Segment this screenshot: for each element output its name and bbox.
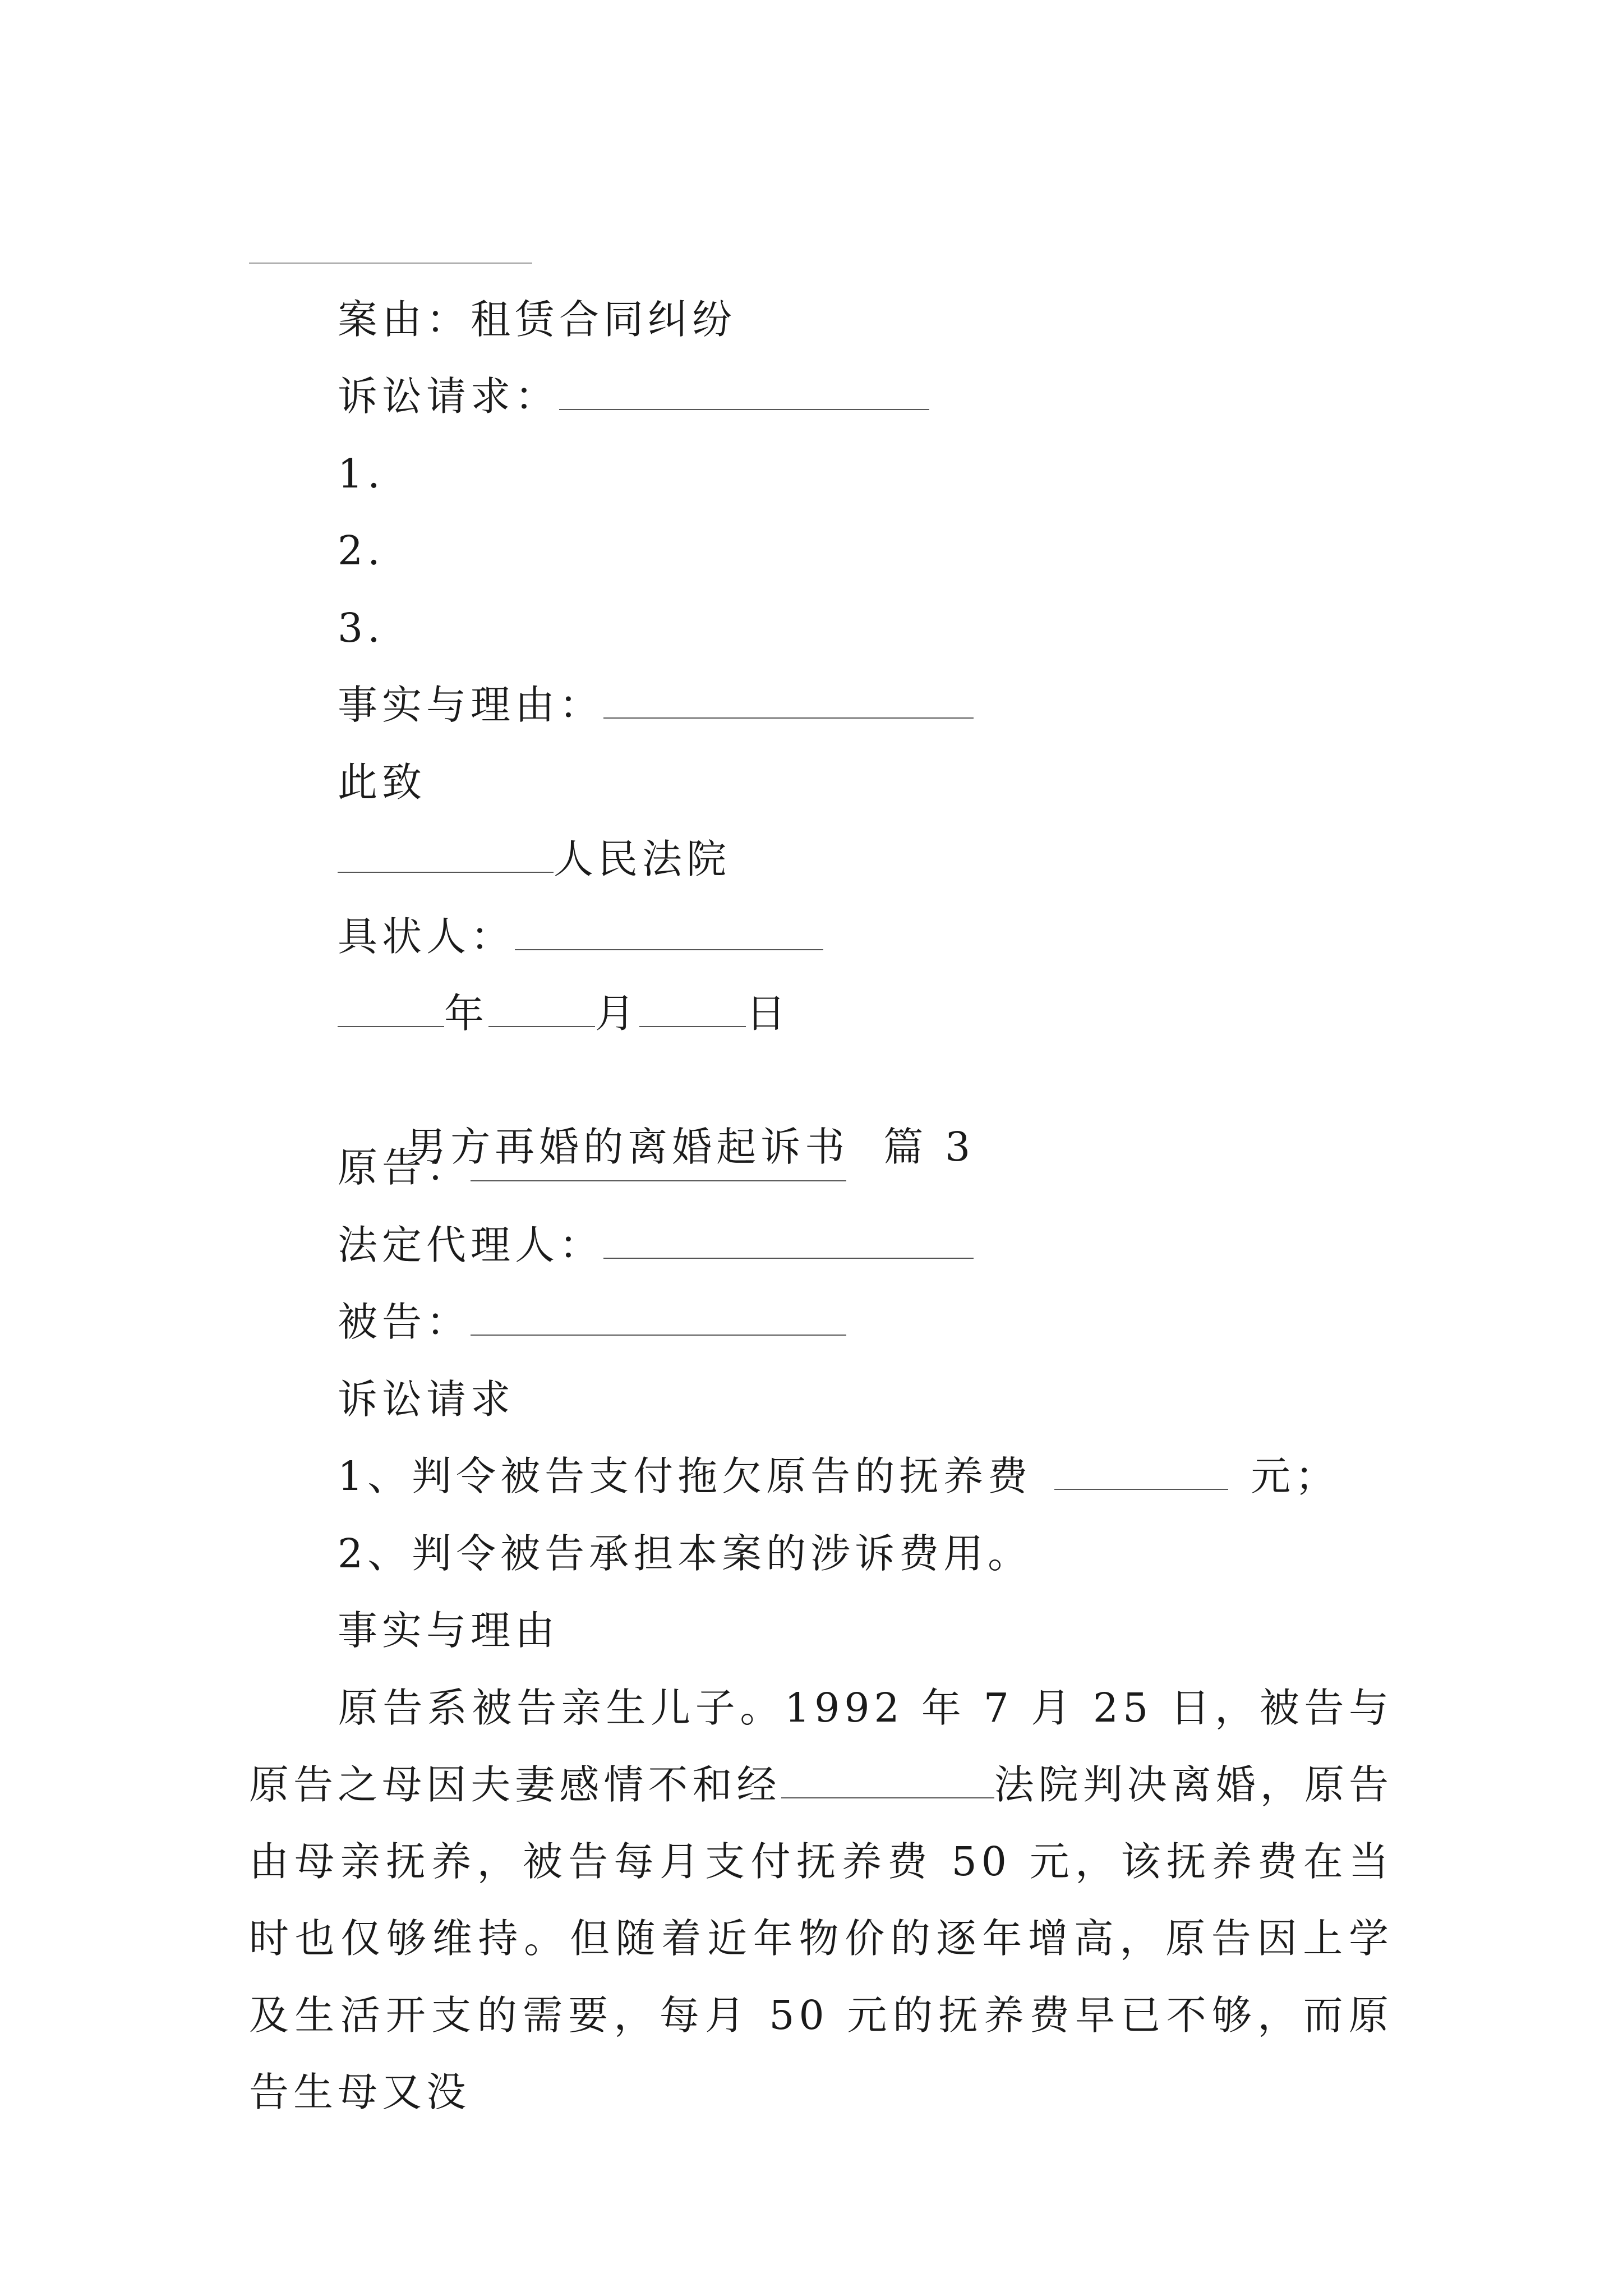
month-label: 月 xyxy=(595,990,640,1037)
signer-blank xyxy=(515,917,823,950)
claim-item-2-number: 2. xyxy=(338,527,385,574)
facts-heading-line xyxy=(338,1603,559,1659)
plaintiff-label: 原告： xyxy=(338,1144,471,1191)
defendant-label: 被告： xyxy=(338,1299,471,1345)
plaintiff-blank xyxy=(471,1148,846,1181)
paragraph-court-blank xyxy=(781,1763,994,1798)
claim1-amount-blank xyxy=(1054,1456,1228,1490)
case-cause-line xyxy=(338,292,736,348)
claim1-unit: 元； xyxy=(1251,1453,1340,1499)
claims-heading-line xyxy=(338,1372,515,1428)
signer-label: 具状人： xyxy=(338,913,515,960)
claim-item-2 xyxy=(338,523,385,579)
facts-label: 事实与理由： xyxy=(338,682,604,728)
month-blank xyxy=(488,993,595,1027)
claims-blank xyxy=(559,376,929,410)
court-line xyxy=(338,831,731,887)
claim2-text: 2、判令被告承担本案的涉诉费用。 xyxy=(338,1530,1032,1577)
claim1-text: 1、判令被告支付拖欠原告的抚养费 xyxy=(338,1453,1032,1499)
claim1-line xyxy=(338,1448,1339,1504)
claims-line xyxy=(338,369,929,425)
facts-heading: 事实与理由 xyxy=(338,1607,560,1654)
year-label: 年 xyxy=(444,990,489,1037)
plaintiff-line xyxy=(338,1140,846,1196)
agent-label: 法定代理人： xyxy=(338,1222,604,1268)
court-blank xyxy=(338,839,554,873)
salute-line xyxy=(338,754,426,811)
facts-line xyxy=(338,677,974,733)
claim-item-1-number: 1. xyxy=(338,450,385,497)
claims-heading: 诉讼请求 xyxy=(338,1376,515,1423)
day-label: 日 xyxy=(746,990,791,1037)
year-blank xyxy=(338,993,444,1027)
facts-blank xyxy=(603,685,974,719)
claim2-line xyxy=(338,1526,1032,1582)
claims-label: 诉讼请求： xyxy=(338,373,560,420)
facts-paragraph-part2: 法院判决离婚，原告由母亲抚养，被告每月支付抚养费 50 元，该抚养费在当时也仅够维持。但随着近年物价的逐年增高，原告因上学及生活开支的需要，每月 50 元的抚养费早已不够，而原告生母又没 xyxy=(249,1761,1393,2115)
claim-item-3-number: 3. xyxy=(338,605,385,651)
defendant-blank xyxy=(471,1302,846,1336)
header-rule xyxy=(249,263,532,264)
facts-paragraph xyxy=(249,1669,1393,2131)
facts-paragraph-part1: 原告系被告亲生儿子。1992 年 7 月 25 日，被告与原告之母因夫妻感情不和经 xyxy=(249,1685,1393,1808)
agent-blank xyxy=(603,1225,974,1259)
day-blank xyxy=(639,993,746,1027)
defendant-line xyxy=(338,1294,846,1350)
agent-line xyxy=(338,1217,974,1273)
court-suffix: 人民法院 xyxy=(554,836,731,882)
claim-item-3 xyxy=(338,600,385,656)
salute-text: 此致 xyxy=(338,759,427,806)
signer-line xyxy=(338,909,823,965)
date-line xyxy=(338,986,790,1042)
claim-item-1 xyxy=(338,446,385,502)
case-cause-text: 案由：租赁合同纠纷 xyxy=(338,296,737,343)
section-heading: 男方再婚的离婚起诉书 篇 3 xyxy=(406,1124,975,1170)
